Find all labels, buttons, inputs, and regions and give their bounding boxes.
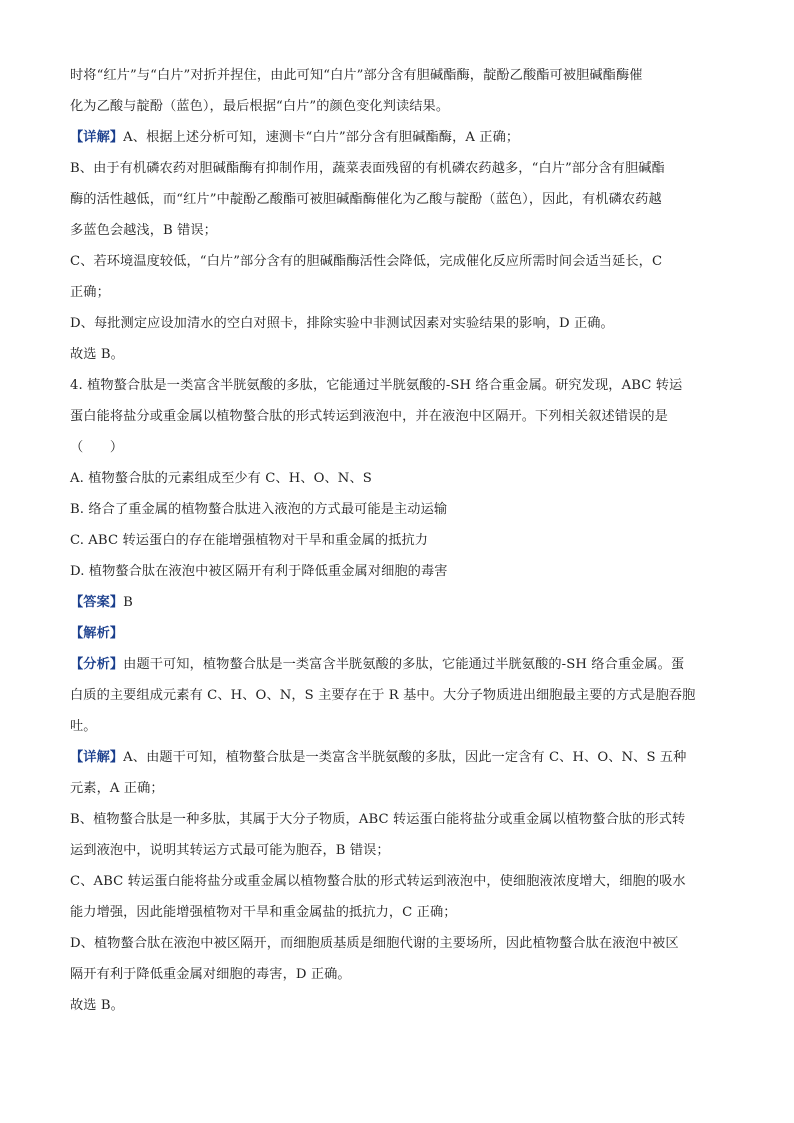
fenxi-text: 由题干可知，植物螯合肽是一类富含半胱氨酸的多肽，它能通过半胱氨酸的-SH 络合重金属。蛋 — [123, 657, 685, 672]
text-line: 化为乙酸与靛酚（蓝色），最后根据“白片”的颜色变化判读结果。 — [70, 99, 450, 114]
answer — [70, 587, 725, 618]
text-line: C、ABC 转运蛋白能将盐分或重金属以植物螯合肽的形式转运到液泡中，使细胞液浓度增大，细胞的吸水 — [70, 874, 686, 889]
text-line: 元素，A 正确； — [70, 781, 164, 796]
text-line: B、植物螯合肽是一种多肽，其属于大分子物质，ABC 转运蛋白能将盐分或重金属以植物螯合肽的形式转 — [70, 812, 686, 827]
fenxi-label: 【分析】 — [70, 657, 124, 672]
question-stem: 蛋白能将盐分或重金属以植物螯合肽的形式转运到液泡中，并在液泡中区隔开。下列相关叙述错误的是 — [70, 409, 668, 424]
fenxi-paragraph — [70, 649, 725, 680]
analysis-heading — [70, 618, 725, 649]
answer-value: B — [123, 595, 133, 610]
option-b: B. 络合了重金属的植物螯合肽进入液泡的方式最可能是主动运输 — [70, 502, 448, 517]
text-line: 隔开有利于降低重金属对细胞的毒害，D 正确。 — [70, 967, 351, 982]
question-stem: 4. 植物螯合肽是一类富含半胱氨酸的多肽，它能通过半胱氨酸的-SH 络合重金属。研究发现，ABC 转运 — [70, 378, 683, 393]
text-line: C、若环境温度较低，“白片”部分含有的胆碱酯酶活性会降低，完成催化反应所需时间会适当延长，C — [70, 254, 663, 269]
document-page — [70, 60, 725, 1021]
xiangjie-paragraph — [70, 742, 725, 773]
detail-a: A、根据上述分析可知，速测卡“白片”部分含有胆碱酯酶，A 正确； — [123, 130, 520, 145]
text-line: 吐。 — [70, 719, 97, 734]
text-line: 白质的主要组成元素有 C、H、O、N，S 主要存在于 R 基中。大分子物质进出细胞最主要的方式是胞吞胞 — [70, 688, 696, 703]
text-line: D、每批测定应设加清水的空白对照卡，排除实验中非测试因素对实验结果的影响，D 正确。 — [70, 316, 614, 331]
xiangjie-a: A、由题干可知，植物螯合肽是一类富含半胱氨酸的多肽，因此一定含有 C、H、O、N、S 五种 — [123, 750, 687, 765]
xiangjie-label: 【详解】 — [70, 750, 124, 765]
option-a: A. 植物螯合肽的元素组成至少有 C、H、O、N、S — [70, 471, 372, 486]
detail-label: 【详解】 — [70, 130, 124, 145]
option-c: C. ABC 转运蛋白的存在能增强植物对干旱和重金属的抵抗力 — [70, 533, 429, 548]
text-line: 运到液泡中，说明其转运方式最可能为胞吞，B 错误； — [70, 843, 390, 858]
text-line: 时将“红片”与“白片”对折并捏住，由此可知“白片”部分含有胆碱酯酶，靛酚乙酸酯可被胆碱酯酶催 — [70, 68, 643, 83]
answer-label: 【答案】 — [70, 595, 124, 610]
text-line: 酶的活性越低，而“红片”中靛酚乙酸酯可被胆碱酯酶催化为乙酸与靛酚（蓝色），因此，有机磷农药越 — [70, 192, 662, 207]
option-d: D. 植物螯合肽在液泡中被区隔开有利于降低重金属对细胞的毒害 — [70, 564, 448, 579]
analysis-label: 【解析】 — [70, 626, 124, 641]
text-line: D、植物螯合肽在液泡中被区隔开，而细胞质基质是细胞代谢的主要场所，因此植物螯合肽在液泡中被区 — [70, 936, 679, 951]
text-line: 能力增强，因此能增强植物对干旱和重金属盐的抵抗力，C 正确； — [70, 905, 457, 920]
text-line: B、由于有机磷农药对胆碱酯酶有抑制作用，蔬菜表面残留的有机磷农药越多，“白片”部分含有胆碱酯 — [70, 161, 665, 176]
detail-paragraph — [70, 122, 725, 153]
conclusion: 故选 B。 — [70, 347, 124, 362]
text-line: 正确； — [70, 285, 110, 300]
text-line: 多蓝色会越浅，B 错误； — [70, 223, 217, 238]
conclusion: 故选 B。 — [70, 998, 124, 1013]
question-stem: （ ） — [70, 440, 124, 455]
